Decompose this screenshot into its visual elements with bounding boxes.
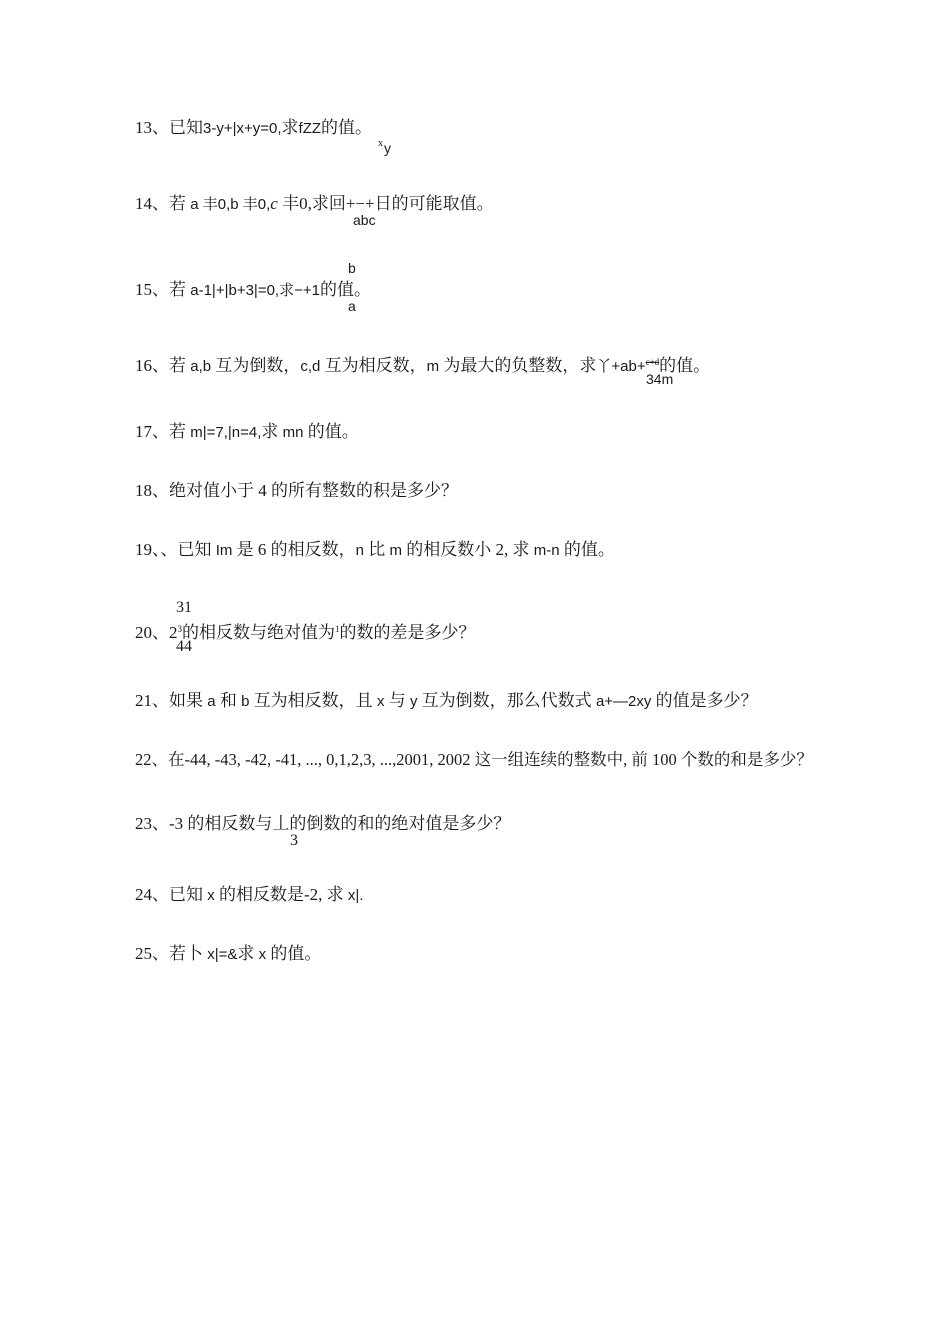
question-number: 20、 [135, 623, 169, 642]
question-number: 25、 [135, 944, 169, 963]
q13-superscript: x [378, 138, 383, 149]
question-number: 14、 [135, 194, 169, 213]
question-21: 21、如果 a 和 b 互为相反数，且 x 与 y 互为倒数，那么代数式 a+—2xy 的值是多少？ [135, 691, 758, 710]
question-number: 15、 [135, 280, 169, 299]
question-number: 17、 [135, 422, 169, 441]
question-number: 24、 [135, 885, 169, 904]
question-24: 24、已知 x 的相反数是-2, 求 x|. [135, 885, 364, 904]
question-17: 17、若 m|=7,|n=4,求 mn 的值。 [135, 422, 359, 441]
question-number: 16、 [135, 356, 169, 375]
q13-denominator: y [384, 140, 391, 156]
q15-denominator: a [348, 298, 356, 314]
question-number: 18、 [135, 481, 169, 500]
question-number: 21、 [135, 691, 169, 710]
q15-numerator: b [348, 260, 356, 276]
q23-denominator: 3 [290, 832, 298, 849]
question-16: 16、若 a,b 互为倒数，c,d 互为相反数，m 为最大的负整数，求丫+ab+$^{c+d}$的值。 [135, 356, 711, 375]
question-20: 20、$2^3$的相反数与绝对值为$^1$的数的差是多少？ [135, 623, 476, 642]
q14-denominator: abc [353, 212, 376, 228]
question-number: 23、 [135, 814, 169, 833]
question-number: 22、 [135, 750, 168, 769]
question-23: 23、-3 的相反数与丄的倒数的和的绝对值是多少？ [135, 814, 511, 833]
q16-denominator: 34m [646, 371, 674, 387]
question-number: 13、 [135, 118, 169, 137]
question-number: 19、 [135, 540, 161, 559]
question-22: 22、在-44, -43, -42, -41, ..., 0,1,2,3, ...,2001, 2002 这一组连续的整数中, 前 100 个数的和是多少？ [135, 750, 813, 769]
question-25: 25、若卜 x|=&求 x 的值。 [135, 944, 322, 963]
question-15: 15、若 a-1|+|b+3|=0,求−+1的值。 [135, 280, 371, 299]
q20-below: 44 [176, 638, 192, 655]
question-14: 14、若 a 丰0,b 丰0,c 丰0,求回+−+日的可能取值。 [135, 194, 494, 213]
question-19: 19、、已知 Im 是 6 的相反数，n 比 m 的相反数小 2, 求 m-n 的值。 [135, 540, 615, 559]
question-18: 18、绝对值小于 4 的所有整数的积是多少？ [135, 481, 458, 500]
question-13: 13、已知3-y+|x+y=0,求fZZ的值。 [135, 118, 373, 137]
q20-above: 31 [176, 599, 192, 616]
